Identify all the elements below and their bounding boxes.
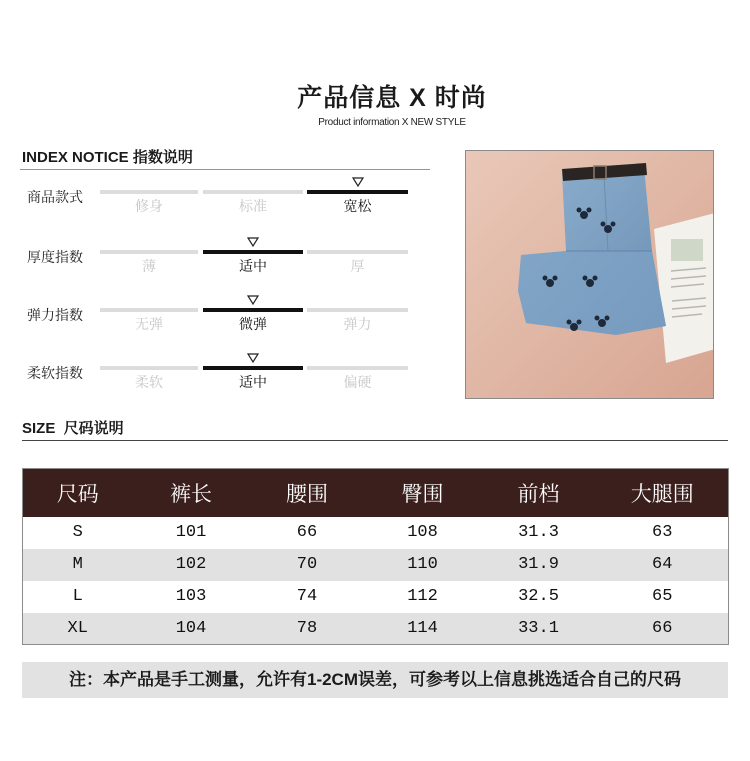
index-bar-segment [100,250,198,254]
table-cell: XL [23,613,133,645]
selection-marker-icon [352,177,364,187]
table-row [23,581,729,613]
index-option: 无弹 [135,316,163,332]
index-row-style [0,172,430,216]
page-title: 产品信息 X 时尚 [297,84,487,112]
table-cell: L [23,581,133,613]
index-bar-segment [307,366,408,370]
index-option: 柔软 [135,374,163,390]
size-divider [22,440,728,441]
table-cell: S [23,517,133,549]
table-cell: 114 [365,613,481,645]
index-option: 标准 [239,198,267,214]
table-cell: 31.9 [481,549,597,581]
column-header: 裤长 [133,469,250,517]
table-cell: 66 [597,613,729,645]
table-cell: 70 [250,549,365,581]
index-option: 修身 [135,198,163,214]
index-option: 薄 [142,258,156,274]
index-label: 柔软指数 [27,365,83,381]
page-subtitle: Product information X NEW STYLE [318,117,466,128]
index-bar-segment [203,366,303,370]
index-option: 宽松 [343,198,372,214]
measurement-note: 注：本产品是手工测量，允许有1-2CM误差，可参考以上信息挑选适合自己的尺码 [22,662,728,698]
size-section-title: SIZE 尺码说明 [22,420,124,437]
index-option: 适中 [239,374,267,390]
table-cell: 32.5 [481,581,597,613]
table-row [23,517,729,549]
table-cell: 64 [597,549,729,581]
table-cell: 108 [365,517,481,549]
index-bar-segment [100,308,198,312]
index-bar-segment [307,308,408,312]
table-row [23,549,729,581]
selection-marker-icon [247,295,259,305]
table-cell: 74 [250,581,365,613]
table-cell: 104 [133,613,250,645]
column-header: 臀围 [365,469,481,517]
column-header: 尺码 [23,469,133,517]
index-row-elasticity [0,290,430,334]
table-cell: 65 [597,581,729,613]
index-label: 商品款式 [27,189,83,205]
index-option: 弹力 [343,316,372,332]
table-cell: 103 [133,581,250,613]
index-row-thickness [0,232,430,276]
table-cell: 102 [133,549,250,581]
index-row-softness [0,348,430,392]
index-bar-segment [100,366,198,370]
index-option: 厚 [350,258,365,274]
table-cell: 101 [133,517,250,549]
table-cell: 110 [365,549,481,581]
table-cell: 66 [250,517,365,549]
index-bar-segment [307,250,408,254]
table-cell: 63 [597,517,729,549]
index-bar-segment [100,190,198,194]
table-cell: 112 [365,581,481,613]
index-divider [20,169,430,170]
index-bar-segment [203,250,303,254]
table-cell: M [23,549,133,581]
index-label: 弹力指数 [27,307,83,323]
table-cell: 31.3 [481,517,597,549]
column-header: 腰围 [250,469,365,517]
index-bar-segment [307,190,408,194]
selection-marker-icon [247,353,259,363]
size-table-header [23,469,729,517]
column-header: 大腿围 [597,469,729,517]
selection-marker-icon [247,237,259,247]
column-header: 前档 [481,469,597,517]
index-bar-segment [203,190,303,194]
product-photo [465,150,714,399]
index-label: 厚度指数 [27,249,83,265]
table-cell: 33.1 [481,613,597,645]
table-cell: 78 [250,613,365,645]
table-row [23,613,729,645]
index-option: 偏硬 [343,374,372,390]
index-option: 适中 [239,258,267,274]
size-table [22,468,729,645]
index-section-title: INDEX NOTICE 指数说明 [22,149,193,166]
index-option: 微弹 [239,316,267,332]
index-bar-segment [203,308,303,312]
